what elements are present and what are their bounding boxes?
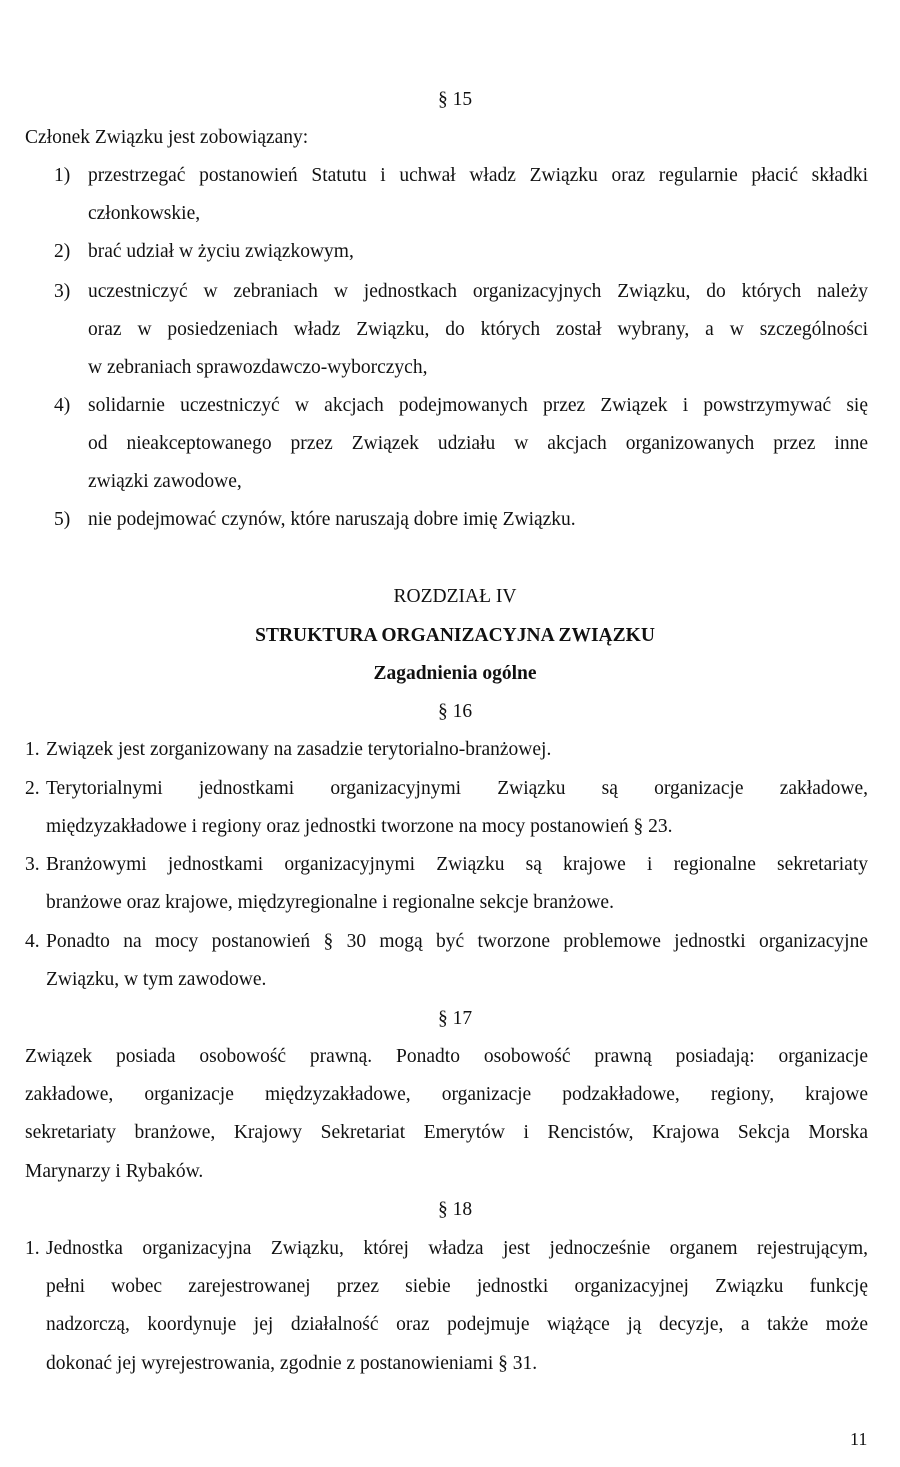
chapter-number: ROZDZIAŁ IV (393, 586, 517, 607)
list-item-line: Związek jest zorganizowany na zasadzie terytorialno-branżowej. (46, 739, 552, 760)
list-item-number: 1) (54, 165, 71, 186)
list-item-line: uczestniczyć w zebraniach w jednostkach organizacyjnych Związku, do których należy (88, 281, 868, 302)
chapter-subtitle: Zagadnienia ogólne (373, 663, 537, 684)
list-item-line: międzyzakładowe i regiony oraz jednostki tworzone na mocy postanowień § 23. (46, 816, 673, 837)
list-item-number: 2. (25, 778, 40, 799)
section-15-intro: Członek Związku jest zobowiązany: (25, 127, 309, 148)
paragraph-line: Związek posiada osobowość prawną. Ponadto osobowość prawną posiadają: organizacje (25, 1046, 868, 1067)
list-item-line: członkowskie, (88, 203, 201, 224)
list-item-line: Terytorialnymi jednostkami organizacyjnymi Związku są organizacje zakładowe, (46, 778, 868, 799)
section-heading-18: § 18 (437, 1199, 473, 1220)
list-item-number: 1. (25, 739, 40, 760)
list-item-line: solidarnie uczestniczyć w akcjach podejmowanych przez Związek i powstrzymywać się (88, 395, 868, 416)
list-item-line: Związku, w tym zawodowe. (46, 969, 267, 990)
list-item-line: branżowe oraz krajowe, międzyregionalne i regionalne sekcje branżowe. (46, 892, 614, 913)
paragraph-line: Marynarzy i Rybaków. (25, 1161, 204, 1182)
list-item-line: Branżowymi jednostkami organizacyjnymi Związku są krajowe i regionalne sekretariaty (46, 854, 868, 875)
list-item-line: w zebraniach sprawozdawczo-wyborczych, (88, 357, 428, 378)
paragraph-line: sekretariaty branżowe, Krajowy Sekretariat Emerytów i Rencistów, Krajowa Sekcja Morska (25, 1122, 868, 1143)
list-item-number: 4. (25, 931, 40, 952)
list-item-line: nadzorczą, koordynuje jej działalność oraz podejmuje wiążące ją decyzje, a także może (46, 1314, 868, 1335)
section-heading-17: § 17 (437, 1008, 473, 1029)
list-item-line: nie podejmować czynów, które naruszają dobre imię Związku. (88, 509, 576, 530)
list-item-line: Ponadto na mocy postanowień § 30 mogą być tworzone problemowe jednostki organizacyjne (46, 931, 868, 952)
list-item-line: związki zawodowe, (88, 471, 242, 492)
list-item-line: dokonać jej wyrejestrowania, zgodnie z postanowieniami § 31. (46, 1353, 538, 1374)
chapter-title: STRUKTURA ORGANIZACYJNA ZWIĄZKU (255, 625, 655, 646)
list-item-number: 4) (54, 395, 71, 416)
list-item-line: Jednostka organizacyjna Związku, której władza jest jednocześnie organem rejestrującym, (46, 1238, 868, 1259)
list-item-number: 1. (25, 1238, 40, 1259)
list-item-line: od nieakceptowanego przez Związek udziału w akcjach organizowanych przez inne (88, 433, 868, 454)
list-item-number: 3. (25, 854, 40, 875)
paragraph-line: zakładowe, organizacje międzyzakładowe, organizacje podzakładowe, regiony, krajowe (25, 1084, 868, 1105)
section-heading-15: § 15 (437, 89, 473, 110)
list-item-number: 5) (54, 509, 71, 530)
list-item-line: pełni wobec zarejestrowanej przez siebie jednostki organizacyjnej Związku funkcję (46, 1276, 868, 1297)
list-item-line: brać udział w życiu związkowym, (88, 241, 354, 262)
list-item-number: 3) (54, 281, 71, 302)
list-item-line: przestrzegać postanowień Statutu i uchwał władz Związku oraz regularnie płacić składki (88, 165, 868, 186)
page-number: 11 (850, 1429, 868, 1449)
list-item-line: oraz w posiedzeniach władz Związku, do których został wybrany, a w szczególności (88, 319, 868, 340)
list-item-number: 2) (54, 241, 71, 262)
section-heading-16: § 16 (437, 701, 473, 722)
